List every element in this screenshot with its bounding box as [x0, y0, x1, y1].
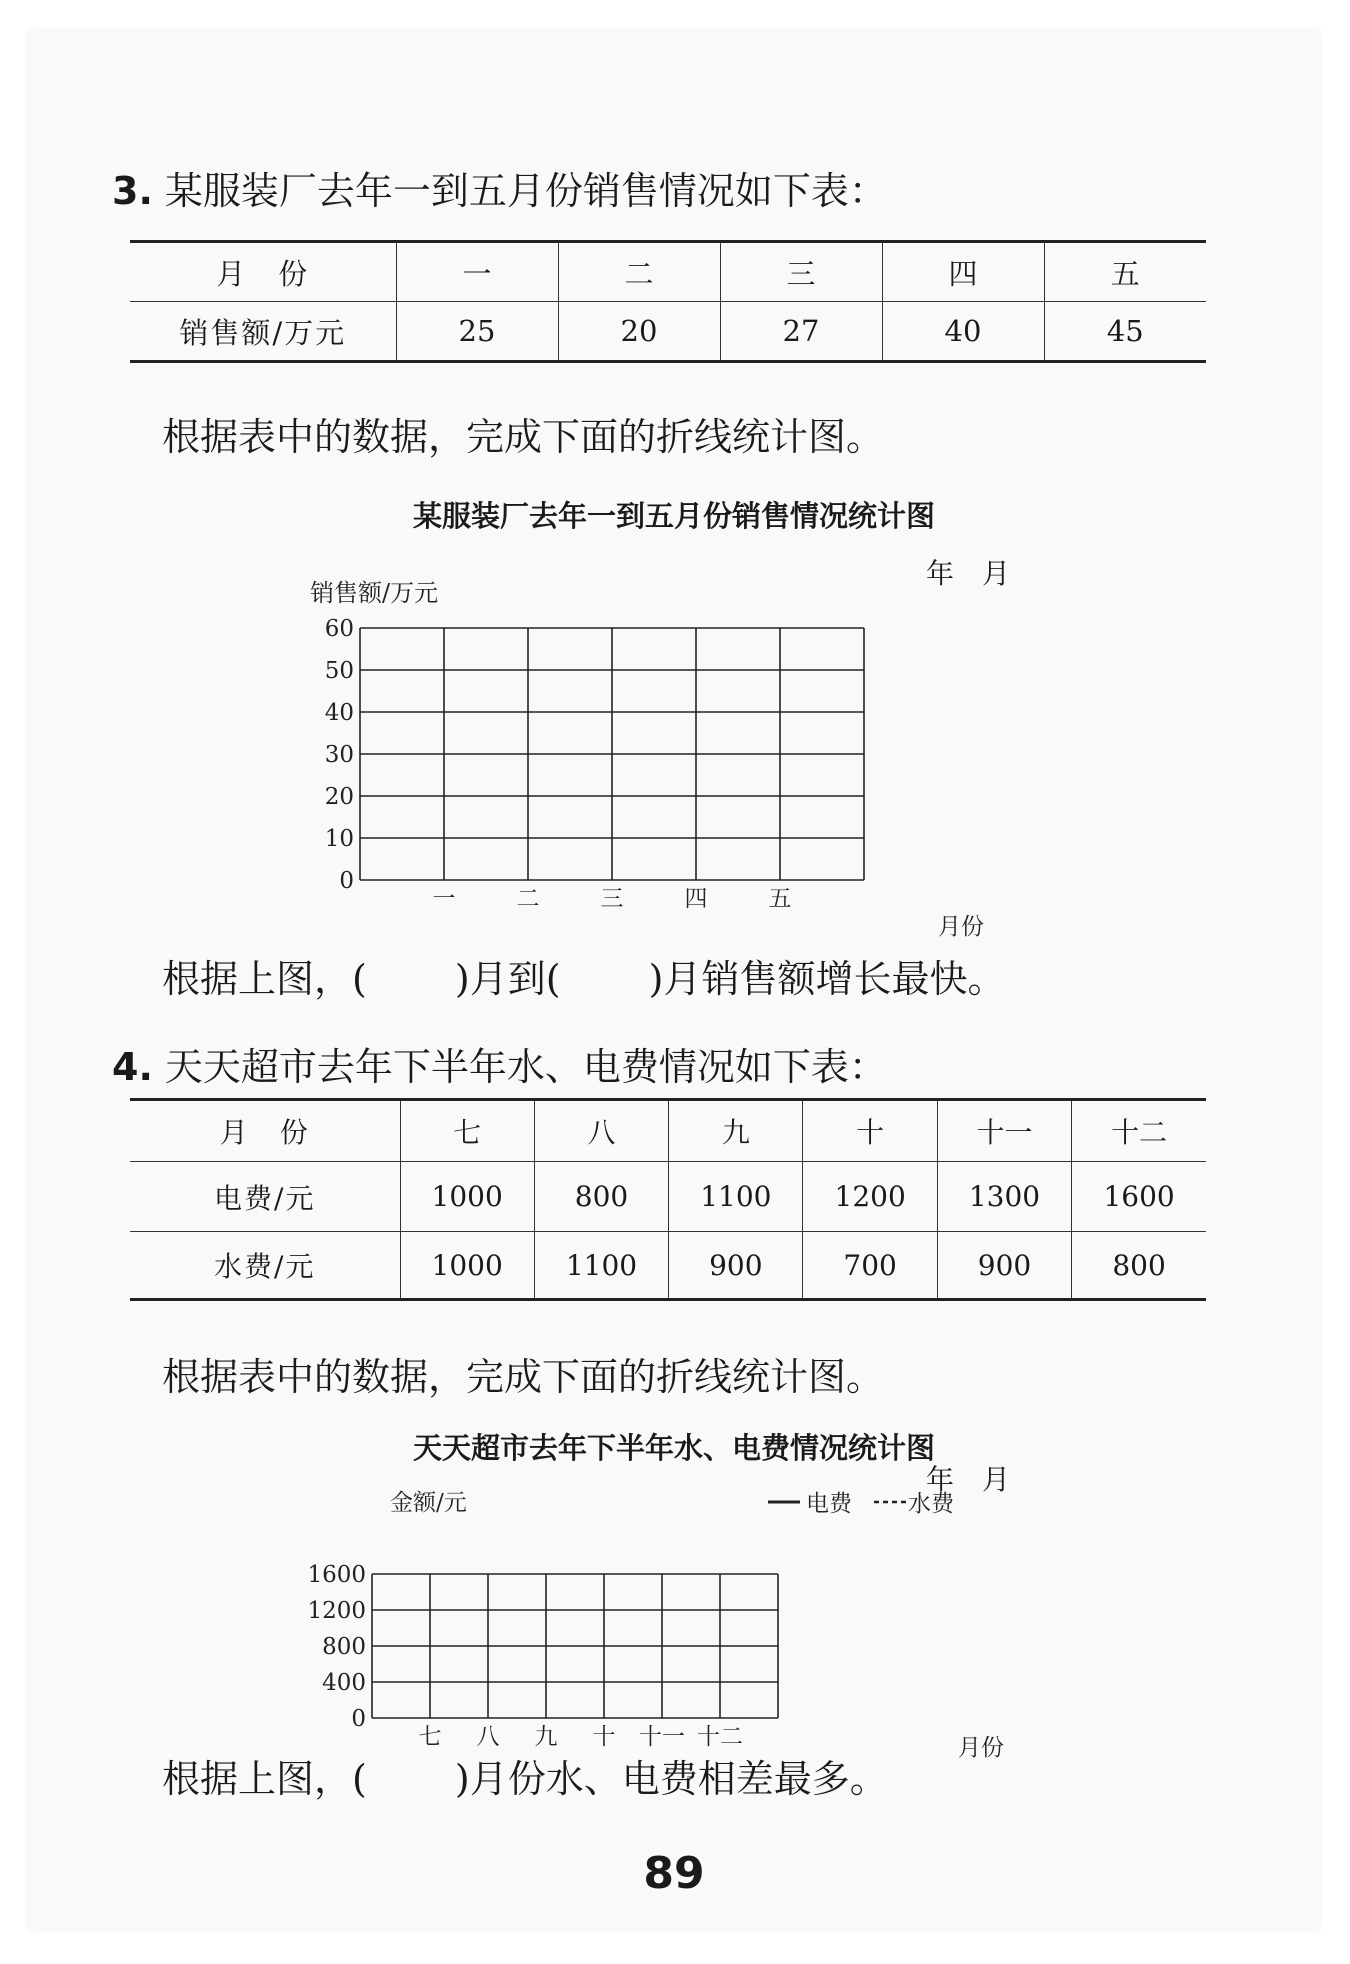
question-4-text: 天天超市去年下半年水、电费情况如下表：: [164, 1045, 887, 1089]
water-value-cell: 1100: [534, 1232, 668, 1300]
chart-2-title: 天天超市去年下半年水、电费情况统计图: [412, 1431, 935, 1465]
question-4-instruction: 根据表中的数据，完成下面的折线统计图。: [162, 1355, 885, 1399]
month-cell: 四: [882, 242, 1044, 302]
question-4-fill-in: 根据上图，( )月份水、电费相差最多。: [162, 1757, 888, 1801]
x-tick-label: 十二: [697, 1724, 743, 1750]
water-value-cell: 700: [803, 1232, 937, 1300]
electricity-row: [130, 1162, 1206, 1232]
y-tick-label: 400: [322, 1670, 366, 1696]
month-header-cell: 月 份: [219, 1116, 310, 1149]
chart-2-date-label: 年 月: [926, 1463, 1011, 1496]
question-3-text: 某服装厂去年一到五月份销售情况如下表：: [164, 169, 887, 213]
y-tick-label: 60: [324, 616, 354, 642]
electricity-value-cell: 1300: [937, 1162, 1071, 1232]
month-cell: 一: [396, 242, 558, 302]
legend-electricity-label: 电费: [806, 1491, 852, 1517]
month-cell: 三: [720, 242, 882, 302]
sales-value-cell: 25: [396, 302, 558, 362]
question-3-heading: [112, 160, 887, 215]
question-3-fill-in: 根据上图，( )月到( )月销售额增长最快。: [162, 957, 1006, 1001]
x-tick-label: 一: [432, 886, 456, 912]
month-cell: 二: [558, 242, 720, 302]
y-tick-label: 0: [339, 868, 354, 894]
chart-1-title: 某服装厂去年一到五月份销售情况统计图: [412, 499, 935, 533]
chart-1-y-axis-label: 销售额/万元: [310, 579, 439, 607]
chart-2-x-axis-label: 月份: [958, 1735, 1004, 1761]
y-tick-label: 0: [351, 1706, 366, 1732]
y-tick-label: 1200: [307, 1598, 366, 1624]
month-cell: 七: [400, 1100, 534, 1162]
sales-value-cell: 20: [558, 302, 720, 362]
legend-water-label: 水费: [908, 1491, 954, 1517]
water-value-cell: 900: [669, 1232, 803, 1300]
y-tick-label: 800: [322, 1634, 366, 1660]
water-value-cell: 800: [1072, 1232, 1206, 1300]
question-3-number: 3.: [112, 169, 153, 213]
question-4-heading: [112, 1036, 887, 1091]
x-tick-label: 四: [684, 886, 708, 912]
x-tick-label: 三: [600, 886, 624, 912]
month-cell: 十一: [937, 1100, 1071, 1162]
month-cell: 十二: [1072, 1100, 1206, 1162]
electricity-value-cell: 1000: [400, 1162, 534, 1232]
utilities-table: [130, 1098, 1206, 1301]
x-tick-label: 五: [768, 886, 792, 912]
x-tick-label: 八: [476, 1724, 500, 1750]
y-tick-label: 40: [324, 700, 354, 726]
water-value-cell: 900: [937, 1232, 1071, 1300]
month-cell: 九: [669, 1100, 803, 1162]
sales-value-cell: 45: [1044, 302, 1206, 362]
chart-2-y-ticks: [307, 1562, 366, 1732]
chart-2-x-ticks: [419, 1724, 744, 1750]
worksheet-page: [28, 30, 1320, 1930]
chart-1-y-ticks: [325, 616, 354, 894]
chart-2-gridlines: [372, 1574, 778, 1718]
electricity-value-cell: 1600: [1072, 1162, 1206, 1232]
sales-value-cell: 27: [720, 302, 882, 362]
water-row-label: 水费/元: [130, 1232, 400, 1300]
x-tick-label: 九: [534, 1724, 558, 1750]
chart-1-x-axis-label: 月份: [938, 914, 984, 940]
sales-table-header-row: [130, 242, 1206, 302]
sales-value-cell: 40: [882, 302, 1044, 362]
x-tick-label: 二: [516, 886, 540, 912]
month-header-cell: 月 份: [216, 256, 310, 291]
electricity-value-cell: 800: [534, 1162, 668, 1232]
electricity-value-cell: 1200: [803, 1162, 937, 1232]
chart-1-grid: [298, 575, 1038, 955]
chart-2-grid: [307, 1490, 1048, 1777]
chart-2-y-axis-label: 金额/元: [390, 1490, 467, 1516]
electricity-row-label: 电费/元: [130, 1162, 400, 1232]
month-cell: 八: [534, 1100, 668, 1162]
y-tick-label: 10: [324, 826, 354, 852]
y-tick-label: 50: [324, 658, 354, 684]
y-tick-label: 20: [324, 784, 354, 810]
y-tick-label: 30: [324, 742, 354, 768]
x-tick-label: 十一: [639, 1724, 685, 1750]
question-4-number: 4.: [112, 1045, 153, 1089]
utilities-table-header-row: [130, 1100, 1206, 1162]
chart-1-x-ticks: [433, 886, 792, 912]
water-row: [130, 1232, 1206, 1300]
sales-row-label: 销售额/万元: [130, 302, 396, 362]
page-number: 89: [643, 1848, 705, 1899]
chart-1-date-label: 年 月: [926, 557, 1011, 590]
x-tick-label: 十: [592, 1724, 616, 1750]
month-cell: 十: [803, 1100, 937, 1162]
sales-table-value-row: [130, 302, 1206, 362]
chart-1-gridlines: [360, 628, 864, 880]
month-cell: 五: [1044, 242, 1206, 302]
x-tick-label: 七: [418, 1724, 442, 1750]
electricity-value-cell: 1100: [669, 1162, 803, 1232]
sales-table: [130, 240, 1206, 363]
y-tick-label: 1600: [307, 1562, 366, 1588]
water-value-cell: 1000: [400, 1232, 534, 1300]
question-3-instruction: 根据表中的数据，完成下面的折线统计图。: [162, 415, 885, 459]
